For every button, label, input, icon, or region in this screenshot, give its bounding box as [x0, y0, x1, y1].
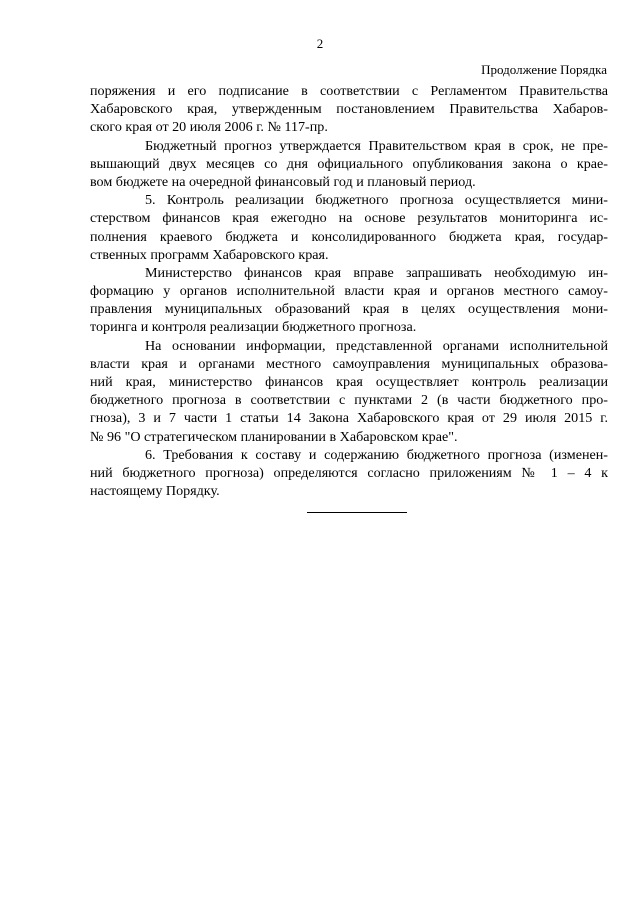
continuation-label: Продолжение Порядка [481, 62, 607, 77]
text-line: ского края от 20 июля 2006 г. № 117-пр. [90, 119, 328, 136]
text-line: гноза), 3 и 7 части 1 статьи 14 Закона Хабаровского края от 29 июля 2015 г. [90, 410, 608, 427]
text-line: ний бюджетного прогноза) определяются согласно приложениям № 1 – 4 к [90, 464, 608, 481]
text-line: настоящему Порядку. [90, 483, 220, 500]
text-line: правления муниципальных образований края в целях осуществления мони- [90, 301, 608, 318]
text-line: стерством финансов края ежегодно на основе результатов мониторинга ис- [90, 210, 608, 227]
paragraph [90, 82, 608, 137]
text-line: ний края, министерство финансов края осуществляет контроль реализации [90, 374, 608, 390]
paragraph [90, 191, 608, 264]
paragraph [90, 446, 608, 501]
text-line: 6. Требования к составу и содержанию бюджетного прогноза (изменен- [145, 446, 608, 463]
text-line: 5. Контроль реализации бюджетного прогноза осуществляется мини- [145, 192, 608, 209]
text-line: Министерство финансов края вправе запрашивать необходимую ин- [145, 264, 608, 281]
text-line: На основании информации, представленной органами исполнительной [145, 337, 608, 354]
end-separator-line [307, 512, 407, 513]
text-line: полнения краевого бюджета и консолидированного бюджета края, государ- [90, 228, 608, 245]
text-line: ственных программ Хабаровского края. [90, 246, 329, 263]
text-line: вышающий двух месяцев со дня официального опубликования закона о крае- [90, 155, 608, 172]
text-line: власти края и органами местного самоуправления муниципальных образова- [90, 355, 608, 372]
text-line: Бюджетный прогноз утверждается Правительством края в срок, не пре- [145, 137, 608, 154]
text-line: Хабаровского края, утвержденным постановлением Правительства Хабаров- [90, 101, 608, 118]
text-line: бюджетного прогноза в соответствии с пунктами 2 (в части бюджетного про- [90, 392, 608, 409]
paragraph [90, 264, 608, 337]
paragraph [90, 337, 608, 446]
paragraph [90, 137, 608, 192]
text-line: № 96 "О стратегическом планировании в Хабаровском крае". [90, 428, 458, 445]
document-body [90, 82, 608, 500]
page-number: 2 [316, 36, 324, 51]
text-line: вом бюджете на очередной финансовый год и плановый период. [90, 173, 476, 190]
text-line: формацию у органов исполнительной власти края и органов местного самоу- [90, 283, 608, 300]
text-line: поряжения и его подписание в соответствии с Регламентом Правительства [90, 83, 608, 99]
text-line: торинга и контроля реализации бюджетного прогноза. [90, 319, 417, 336]
